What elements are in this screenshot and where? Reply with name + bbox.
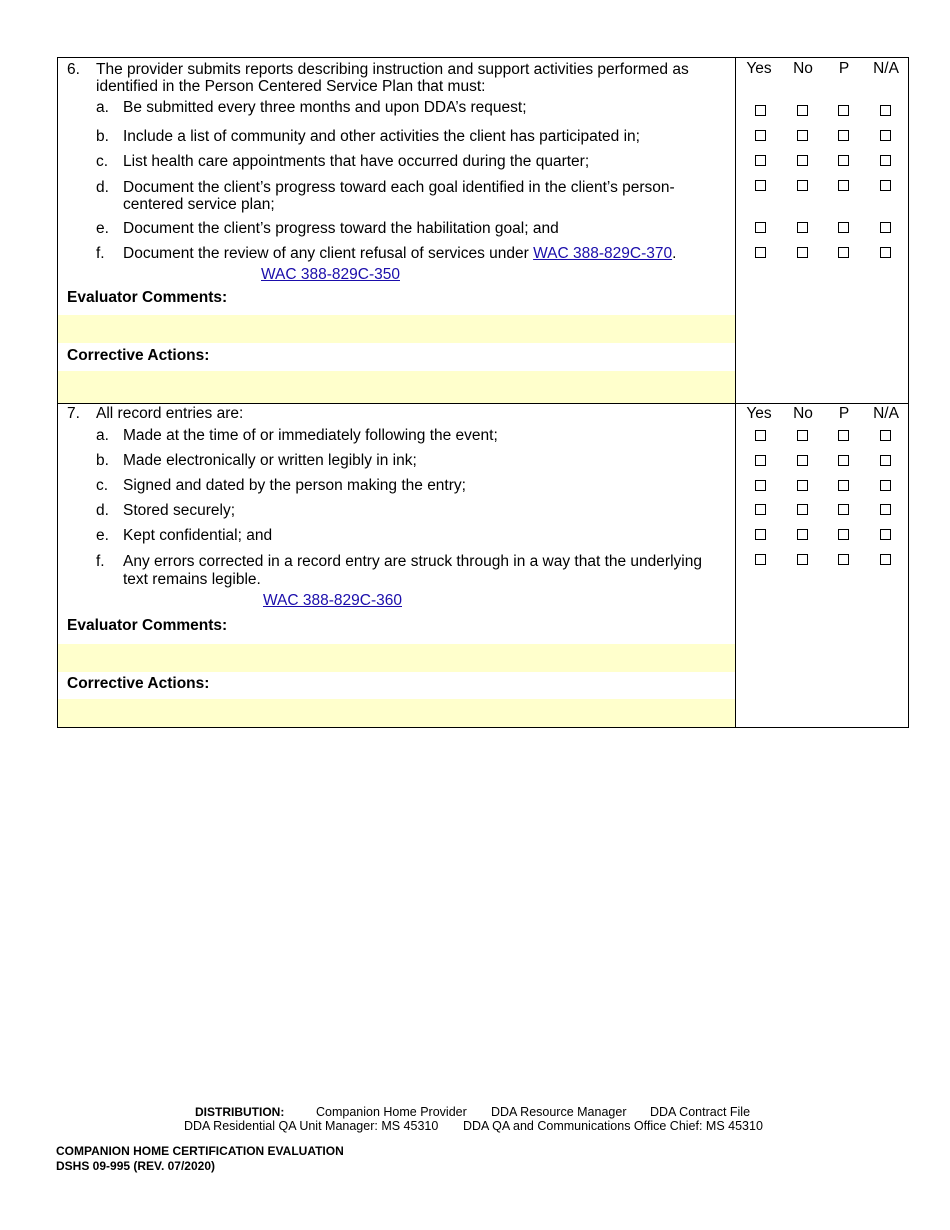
distribution-label: DISTRIBUTION: bbox=[195, 1105, 285, 1119]
column-divider bbox=[735, 404, 736, 727]
checkbox-na[interactable] bbox=[880, 480, 891, 491]
subitem-text-part: . bbox=[672, 245, 677, 262]
header-na: N/A bbox=[873, 405, 899, 422]
checkbox-yes[interactable] bbox=[755, 455, 766, 466]
checkbox-yes[interactable] bbox=[755, 180, 766, 191]
checkbox-yes[interactable] bbox=[755, 247, 766, 258]
header-yes: Yes bbox=[746, 405, 772, 422]
checkbox-p[interactable] bbox=[838, 222, 849, 233]
checkbox-p[interactable] bbox=[838, 180, 849, 191]
subitem-text: text remains legible. bbox=[123, 571, 261, 588]
subitem-text: centered service plan; bbox=[123, 196, 275, 213]
corrective-actions-field[interactable] bbox=[58, 699, 735, 727]
checkbox-yes[interactable] bbox=[755, 554, 766, 565]
checkbox-p[interactable] bbox=[838, 247, 849, 258]
checkbox-yes[interactable] bbox=[755, 504, 766, 515]
subitem-text: Made at the time of or immediately following the event; bbox=[123, 427, 498, 444]
subitem-text: Any errors corrected in a record entry are struck through in a way that the underlying bbox=[123, 553, 702, 570]
subitem-text: Kept confidential; and bbox=[123, 527, 273, 544]
checkbox-p[interactable] bbox=[838, 529, 849, 540]
checkbox-no[interactable] bbox=[797, 455, 808, 466]
subitem-letter: d. bbox=[96, 502, 109, 519]
checkbox-na[interactable] bbox=[880, 455, 891, 466]
wac-reference-link[interactable]: WAC 388-829C-350 bbox=[261, 266, 400, 283]
checkbox-no[interactable] bbox=[797, 105, 808, 116]
subitem-letter: d. bbox=[96, 179, 109, 196]
corrective-actions-label: Corrective Actions: bbox=[67, 347, 210, 364]
header-yes: Yes bbox=[746, 60, 772, 77]
checkbox-p[interactable] bbox=[838, 155, 849, 166]
checkbox-yes[interactable] bbox=[755, 130, 766, 141]
column-divider bbox=[735, 58, 736, 403]
item-intro-line-1: The provider submits reports describing instruction and support activities performed as bbox=[96, 61, 689, 78]
subitem-letter: f. bbox=[96, 553, 105, 570]
subitem-text: Document the client’s progress toward each goal identified in the client’s person- bbox=[123, 179, 675, 196]
distribution-recipient: Companion Home Provider bbox=[316, 1105, 467, 1119]
header-p: P bbox=[838, 405, 850, 422]
checkbox-no[interactable] bbox=[797, 529, 808, 540]
checkbox-na[interactable] bbox=[880, 130, 891, 141]
subitem-text: Be submitted every three months and upon DDA’s request; bbox=[123, 99, 527, 116]
header-p: P bbox=[838, 60, 850, 77]
header-no: No bbox=[793, 60, 813, 77]
checkbox-no[interactable] bbox=[797, 222, 808, 233]
checkbox-p[interactable] bbox=[838, 430, 849, 441]
subitem-text: Document the client’s progress toward the habilitation goal; and bbox=[123, 220, 559, 237]
wac-link[interactable]: WAC 388-829C-370 bbox=[533, 245, 673, 262]
checkbox-no[interactable] bbox=[797, 430, 808, 441]
checkbox-p[interactable] bbox=[838, 105, 849, 116]
checkbox-yes[interactable] bbox=[755, 529, 766, 540]
form-title: COMPANION HOME CERTIFICATION EVALUATION bbox=[56, 1144, 344, 1158]
header-na: N/A bbox=[873, 60, 899, 77]
subitem-text: Signed and dated by the person making the entry; bbox=[123, 477, 466, 494]
subitem-letter: e. bbox=[96, 527, 109, 544]
subitem-letter: a. bbox=[96, 99, 109, 116]
checkbox-na[interactable] bbox=[880, 155, 891, 166]
checkbox-p[interactable] bbox=[838, 130, 849, 141]
checkbox-na[interactable] bbox=[880, 247, 891, 258]
checkbox-na[interactable] bbox=[880, 430, 891, 441]
checkbox-yes[interactable] bbox=[755, 155, 766, 166]
subitem-text: List health care appointments that have occurred during the quarter; bbox=[123, 153, 590, 170]
subitem-letter: a. bbox=[96, 427, 109, 444]
right-border bbox=[908, 58, 909, 404]
evaluator-comments-label: Evaluator Comments: bbox=[67, 617, 228, 634]
corrective-actions-label: Corrective Actions: bbox=[67, 675, 210, 692]
checkbox-na[interactable] bbox=[880, 105, 891, 116]
checkbox-no[interactable] bbox=[797, 247, 808, 258]
checkbox-na[interactable] bbox=[880, 554, 891, 565]
evaluator-comments-label: Evaluator Comments: bbox=[67, 289, 228, 306]
form-number: DSHS 09-995 (REV. 07/2020) bbox=[56, 1159, 215, 1173]
section-7 bbox=[57, 403, 909, 728]
subitem-letter: b. bbox=[96, 452, 109, 469]
checkbox-yes[interactable] bbox=[755, 430, 766, 441]
subitem-text-part: Document the review of any client refusal of services under bbox=[123, 245, 534, 262]
checkbox-no[interactable] bbox=[797, 180, 808, 191]
checkbox-p[interactable] bbox=[838, 554, 849, 565]
distribution-recipient: DDA Resource Manager bbox=[491, 1105, 627, 1119]
checkbox-na[interactable] bbox=[880, 529, 891, 540]
checkbox-p[interactable] bbox=[838, 504, 849, 515]
checkbox-yes[interactable] bbox=[755, 480, 766, 491]
subitem-text: Include a list of community and other activities the client has participated in; bbox=[123, 128, 640, 145]
evaluator-comments-field[interactable] bbox=[58, 315, 735, 343]
item-number: 7. bbox=[67, 405, 80, 422]
evaluator-comments-field[interactable] bbox=[58, 644, 735, 672]
distribution-recipient: DDA QA and Communications Office Chief: MS 45310 bbox=[463, 1119, 763, 1133]
subitem-text bbox=[123, 245, 676, 263]
checkbox-na[interactable] bbox=[880, 180, 891, 191]
distribution-recipient: DDA Residential QA Unit Manager: MS 45310 bbox=[184, 1119, 439, 1133]
checkbox-no[interactable] bbox=[797, 130, 808, 141]
checkbox-p[interactable] bbox=[838, 480, 849, 491]
checkbox-p[interactable] bbox=[838, 455, 849, 466]
checkbox-yes[interactable] bbox=[755, 105, 766, 116]
subitem-letter: c. bbox=[96, 477, 109, 494]
item-intro-line-2: identified in the Person Centered Service Plan that must: bbox=[96, 78, 486, 95]
subitem-text: Stored securely; bbox=[123, 502, 235, 519]
item-number: 6. bbox=[67, 61, 80, 78]
item-intro-line-1: All record entries are: bbox=[96, 405, 244, 422]
distribution-recipient: DDA Contract File bbox=[650, 1105, 751, 1119]
subitem-letter: c. bbox=[96, 153, 109, 170]
checkbox-no[interactable] bbox=[797, 504, 808, 515]
section-6 bbox=[57, 57, 909, 404]
checkbox-no[interactable] bbox=[797, 554, 808, 565]
checkbox-na[interactable] bbox=[880, 504, 891, 515]
wac-reference-link[interactable]: WAC 388-829C-360 bbox=[263, 592, 402, 609]
subitem-letter: e. bbox=[96, 220, 109, 237]
header-no: No bbox=[793, 405, 813, 422]
checkbox-no[interactable] bbox=[797, 155, 808, 166]
corrective-actions-field[interactable] bbox=[58, 371, 735, 403]
checkbox-na[interactable] bbox=[880, 222, 891, 233]
subitem-letter: f. bbox=[96, 245, 105, 262]
checkbox-yes[interactable] bbox=[755, 222, 766, 233]
subitem-text: Made electronically or written legibly in ink; bbox=[123, 452, 417, 469]
subitem-letter: b. bbox=[96, 128, 109, 145]
checkbox-no[interactable] bbox=[797, 480, 808, 491]
